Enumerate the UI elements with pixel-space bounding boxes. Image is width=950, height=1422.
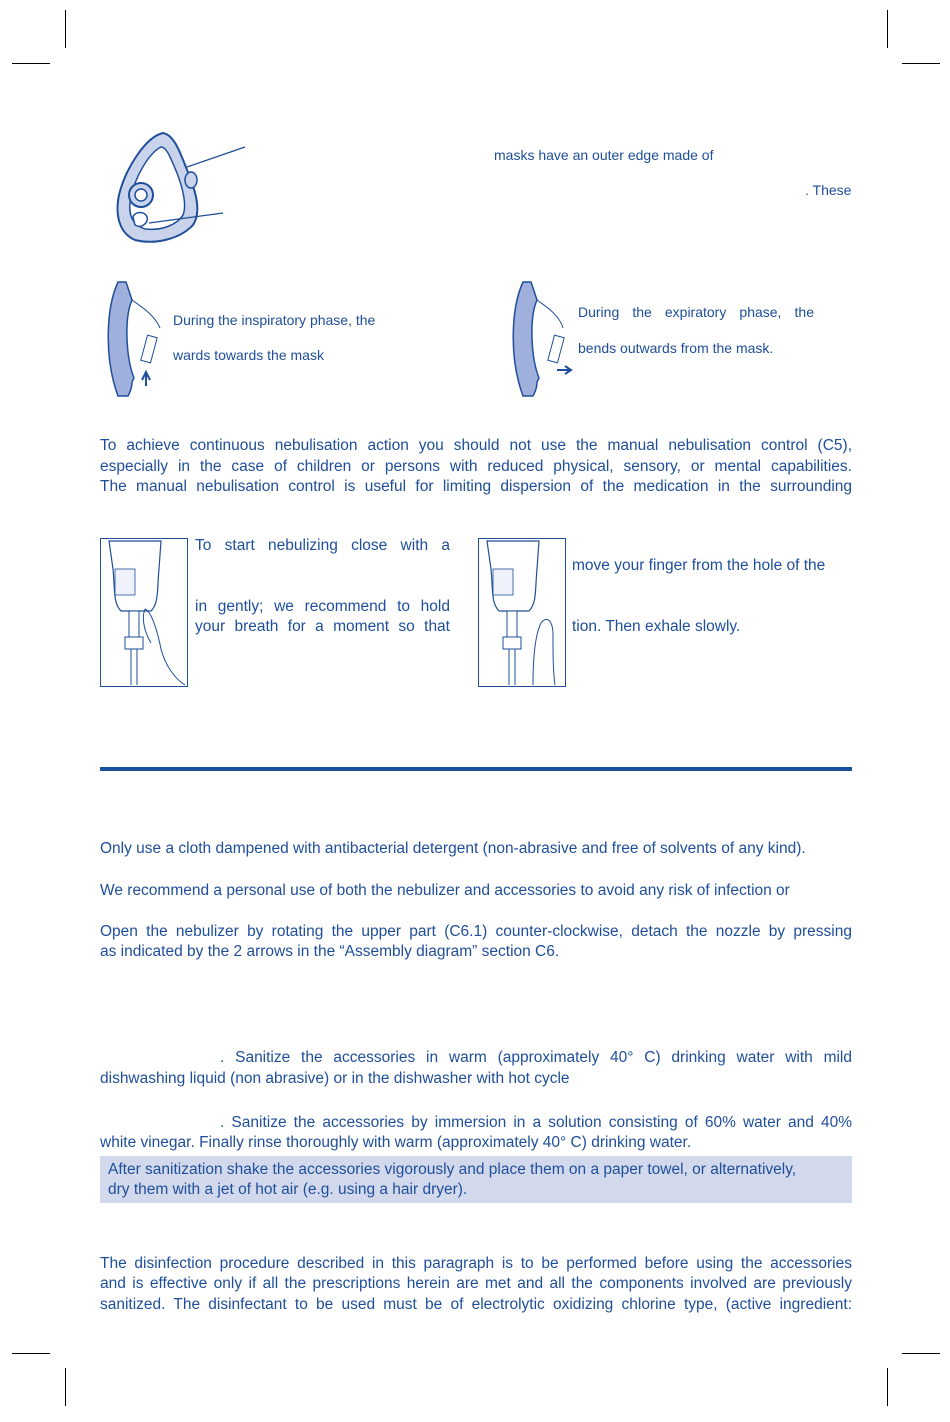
start-left-line2: in gently; we recommend to hold	[195, 598, 450, 615]
inspiratory-valve-illustration	[98, 278, 173, 400]
open-nebulizer-line2: as indicated by the 2 arrows in the “Assembly diagram” section C6.	[100, 943, 560, 960]
crop-mark-top-left-v	[65, 10, 66, 48]
inspiratory-line2: wards towards the mask	[173, 347, 324, 363]
note-line1: After sanitization shake the accessories vigorously and place them on a paper towel, or alternatively,	[108, 1161, 797, 1178]
expiratory-valve-illustration	[503, 278, 578, 400]
start-right-line1: move your finger from the hole of the	[572, 557, 826, 574]
disinfection-line2: and is effective only if all the prescriptions herein are met and all the components involved are previously	[100, 1275, 852, 1292]
start-left-line3: your breath for a moment so that	[195, 618, 450, 635]
mask-illustration	[105, 125, 255, 250]
mask-desc-line2: . These	[805, 182, 852, 198]
disinfection-line3: sanitized. The disinfectant to be used must be of electrolytic oxidizing chlorine type, (active ingredient:	[100, 1296, 852, 1313]
expiratory-line2: bends outwards from the mask.	[578, 340, 774, 356]
note-line2: dry them with a jet of hot air (e.g. using a hair dryer).	[108, 1181, 468, 1198]
nebulizer-finger-closed-figure	[100, 538, 188, 687]
crop-mark-bottom-left-h	[12, 1353, 50, 1354]
inspiratory-line1: During the inspiratory phase, the	[173, 312, 376, 328]
sanitize-method1-line1: . Sanitize the accessories in warm (approximately 40° C) drinking water with mild	[220, 1049, 852, 1066]
start-left-line1: To start nebulizing close with a	[195, 537, 450, 554]
sanitize-method2-line1: . Sanitize the accessories by immersion in a solution consisting of 60% water and 40%	[220, 1114, 852, 1131]
nebulizer-finger-open-figure	[478, 538, 566, 687]
crop-mark-top-right-h	[902, 63, 940, 64]
expiratory-line1: During the expiratory phase, the	[578, 304, 814, 320]
nebulisation-line1: To achieve continuous nebulisation action you should not use the manual nebulisation control (C5),	[100, 437, 852, 454]
nebulisation-line3: The manual nebulisation control is useful for limiting dispersion of the medication in the surrounding	[100, 478, 852, 495]
sanitize-method1-line2: dishwashing liquid (non abrasive) or in the dishwasher with hot cycle	[100, 1070, 570, 1087]
open-nebulizer-line1: Open the nebulizer by rotating the upper part (C6.1) counter-clockwise, detach the nozzle by pressing	[100, 923, 852, 940]
disinfection-line1: The disinfection procedure described in this paragraph is to be performed before using the accessories	[100, 1255, 852, 1272]
crop-mark-bottom-right-h	[902, 1353, 940, 1354]
drying-note-box	[100, 1156, 852, 1203]
nebulisation-line2: especially in the case of children or persons with reduced physical, sensory, or mental capabilities.	[100, 458, 852, 475]
personal-use-text: We recommend a personal use of both the nebulizer and accessories to avoid any risk of infection or	[100, 882, 790, 899]
crop-mark-bottom-left-v	[65, 1368, 66, 1406]
cloth-cleaning-text: Only use a cloth dampened with antibacterial detergent (non-abrasive and free of solvents of any kind).	[100, 840, 806, 857]
crop-mark-bottom-right-v	[887, 1368, 888, 1406]
section-divider	[100, 767, 852, 771]
crop-mark-top-left-h	[12, 63, 50, 64]
start-right-line2: tion. Then exhale slowly.	[572, 618, 741, 635]
mask-desc-line1: masks have an outer edge made of	[494, 147, 714, 163]
crop-mark-top-right-v	[887, 10, 888, 48]
sanitize-method2-line2: white vinegar. Finally rinse thoroughly with warm (approximately 40° C) drinking water.	[100, 1134, 692, 1151]
